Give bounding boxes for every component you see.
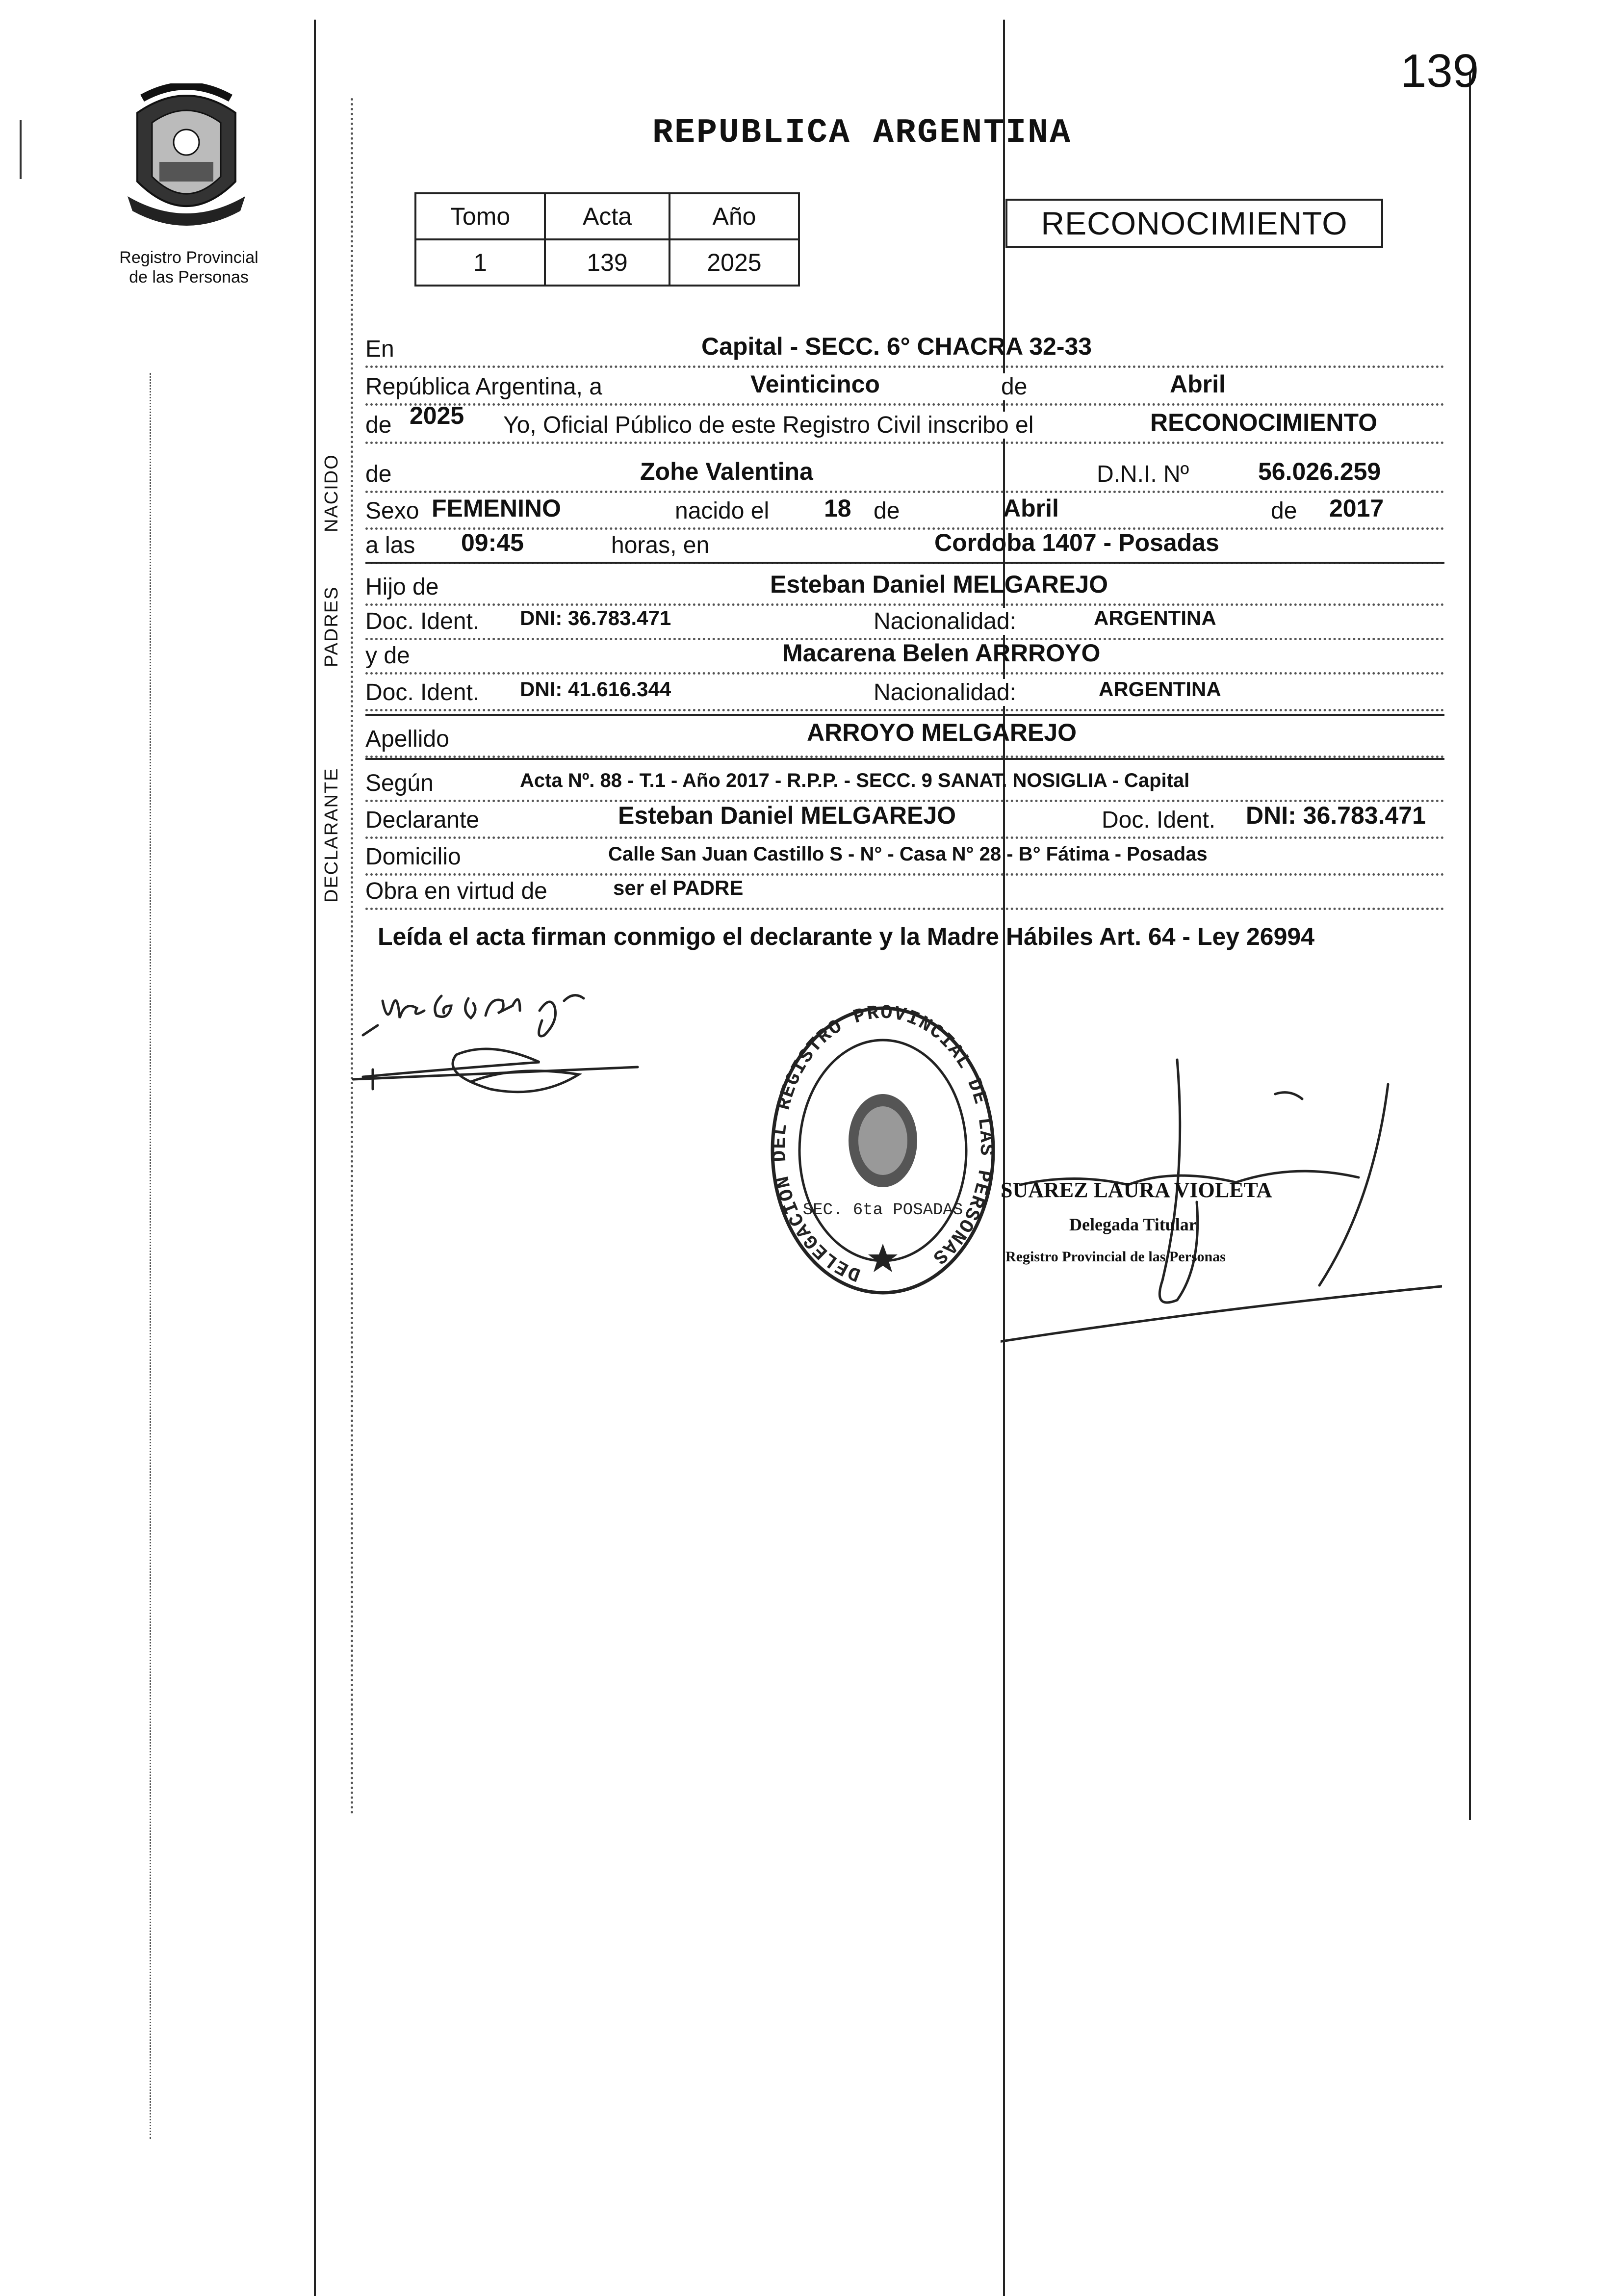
row-mother-doc xyxy=(365,670,1444,711)
sex-label: Sexo xyxy=(365,497,422,524)
place-label: En xyxy=(365,336,397,363)
mother-doc-label: Doc. Ident. xyxy=(365,679,482,706)
book-header-acta: Acta xyxy=(545,193,669,239)
right-margin-line xyxy=(1469,74,1471,1820)
act-name: RECONOCIMIENTO xyxy=(1150,409,1377,436)
logo-caption-line2: de las Personas xyxy=(129,268,249,287)
row-child-name xyxy=(365,451,1444,493)
row-declarant xyxy=(365,797,1444,839)
place-value: Capital - SECC. 6° CHACRA 32-33 xyxy=(701,333,1092,360)
declarant: Esteban Daniel MELGAREJO xyxy=(618,802,956,829)
seal-star-icon xyxy=(868,1244,898,1272)
book-value-ano: 2025 xyxy=(669,239,799,286)
book-value-acta: 139 xyxy=(545,239,669,286)
separator-born xyxy=(365,562,1444,564)
of-label: de xyxy=(998,373,1030,400)
dni-label: D.N.I. Nº xyxy=(1094,461,1192,488)
mother-nationality-label: Nacionalidad: xyxy=(871,679,1019,706)
declarant-doc: DNI: 36.783.471 xyxy=(1246,802,1426,829)
official-title: Delegada Titular xyxy=(1069,1215,1197,1234)
left-margin-line xyxy=(314,20,316,2296)
logo-caption xyxy=(105,248,272,287)
sex: FEMENINO xyxy=(432,495,561,522)
official-name: SUAREZ LAURA VIOLETA xyxy=(1001,1178,1272,1202)
page-number: 139 xyxy=(1400,45,1479,97)
reason: ser el PADRE xyxy=(613,876,744,899)
according-label: Según xyxy=(365,770,437,797)
time-label: a las xyxy=(365,532,418,559)
declarant-label: Declarante xyxy=(365,807,482,834)
closing-statement: Leída el acta firman conmigo el declarante y la Madre Hábiles Art. 64 - Ley 26994 xyxy=(378,923,1315,950)
row-reason xyxy=(365,868,1444,910)
mother-nationality: ARGENTINA xyxy=(1099,678,1221,701)
book-header-ano: Año xyxy=(669,193,799,239)
birth-year: 2017 xyxy=(1329,495,1384,522)
day-words: Veinticinco xyxy=(750,370,880,398)
left-edge-marks xyxy=(150,373,151,2139)
punch-mark xyxy=(20,120,22,179)
birth-day: 18 xyxy=(824,495,851,522)
book-header-tomo: Tomo xyxy=(415,193,545,239)
country-label: República Argentina, a xyxy=(365,373,605,400)
father-doc-label: Doc. Ident. xyxy=(365,608,482,635)
row-place xyxy=(365,326,1444,368)
father-doc: DNI: 36.783.471 xyxy=(520,606,671,629)
separator-parents xyxy=(365,714,1444,716)
month: Abril xyxy=(1170,370,1226,398)
child-name: Zohe Valentina xyxy=(640,458,813,485)
row-date xyxy=(365,364,1444,406)
born-label: nacido el xyxy=(672,497,772,524)
book-reference-table xyxy=(414,192,800,287)
address-label: Domicilio xyxy=(365,843,464,870)
document-title: REPUBLICA ARGENTINA xyxy=(652,114,1072,153)
side-label-declarant: DECLARANTE xyxy=(321,767,342,903)
birth-month-prefix: de xyxy=(871,497,902,524)
birth-year-prefix: de xyxy=(1268,497,1300,524)
child-dni: 56.026.259 xyxy=(1258,458,1381,485)
address: Calle San Juan Castillo S - N° - Casa N° 28 - B° Fátima - Posadas xyxy=(608,843,1208,865)
row-according xyxy=(365,760,1444,802)
row-mother xyxy=(365,633,1444,675)
reason-label: Obra en virtud de xyxy=(365,878,550,905)
official-signature-block xyxy=(1001,1055,1442,1359)
hours-label: horas, en xyxy=(608,532,712,559)
seal-ring-text: DELEGACION DEL REGISTRO PROVINCIAL DE LAS PERSONAS xyxy=(769,1002,997,1285)
name-prefix: de xyxy=(365,461,394,488)
left-dotted-margin xyxy=(351,98,353,1815)
declarant-doc-label: Doc. Ident. xyxy=(1099,807,1218,834)
side-label-parents: PADRES xyxy=(321,586,342,667)
mother-label: y de xyxy=(365,642,413,669)
mother-name: Macarena Belen ARRROYO xyxy=(782,639,1101,667)
according: Acta Nº. 88 - T.1 - Año 2017 - R.P.P. - SECC. 9 SANAT. NOSIGLIA - Capital xyxy=(520,770,1190,791)
row-birth-place xyxy=(365,522,1444,564)
father-label: Hijo de xyxy=(365,574,441,600)
birth-month: Abril xyxy=(1003,495,1059,522)
seal-inner-text: SEC. 6ta POSADAS xyxy=(802,1201,963,1220)
father-name: Esteban Daniel MELGAREJO xyxy=(770,571,1108,598)
birth-time: 09:45 xyxy=(461,529,524,556)
father-nationality-label: Nacionalidad: xyxy=(871,608,1019,635)
official-office: Registro Provincial de las Personas xyxy=(1005,1249,1226,1265)
official-seal xyxy=(768,998,998,1303)
act-type-box: RECONOCIMIENTO xyxy=(1005,199,1383,248)
row-officer xyxy=(365,402,1444,444)
separator-surname xyxy=(365,758,1444,760)
officer-text: Yo, Oficial Público de este Registro Civil inscribo el xyxy=(500,412,1036,439)
year-prefix: de xyxy=(365,412,394,439)
declarant-signature xyxy=(343,971,647,1109)
surname-label: Apellido xyxy=(365,726,452,753)
year: 2025 xyxy=(410,402,464,429)
registry-logo xyxy=(123,83,250,231)
surname: ARROYO MELGAREJO xyxy=(807,719,1077,746)
father-nationality: ARGENTINA xyxy=(1094,606,1216,629)
book-value-tomo: 1 xyxy=(415,239,545,286)
side-label-born: NACIDO xyxy=(321,454,342,532)
mother-doc: DNI: 41.616.344 xyxy=(520,678,671,701)
row-surname xyxy=(365,716,1444,758)
birth-place: Cordoba 1407 - Posadas xyxy=(934,529,1219,556)
logo-caption-line1: Registro Provincial xyxy=(119,248,258,267)
